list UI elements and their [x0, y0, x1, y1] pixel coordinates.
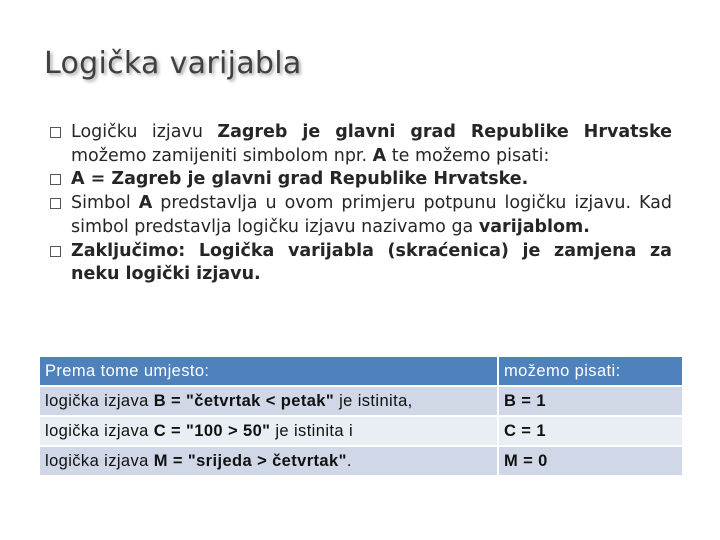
bullet-bold-text: Zagreb je glavni grad Republike Hrvatske [217, 122, 672, 142]
table-cell [498, 446, 683, 476]
table-row [39, 446, 683, 476]
cell-text: logička izjava [45, 391, 154, 410]
cell-text: je istinita i [270, 421, 354, 440]
table-cell [39, 416, 498, 446]
bullet-box-icon [50, 246, 61, 257]
bullet-text: možemo zamijeniti simbolom npr. [71, 145, 373, 166]
table-header-cell: možemo pisati: [498, 356, 683, 386]
cell-bold-text: M = "srijeda > četvrtak" [153, 451, 347, 470]
bullet-box-icon [50, 174, 61, 185]
bullet-item-4 [50, 240, 672, 287]
bullet-text: te možemo pisati: [386, 145, 550, 166]
cell-text: logička izjava [45, 421, 154, 440]
table-header-cell: Prema tome umjesto: [39, 356, 498, 386]
cell-bold-text: C = "100 > 50" [153, 421, 271, 440]
cell-text: logička izjava [45, 451, 154, 470]
bullet-bold-text: A = Zagreb je glavni grad Republike Hrvatske. [71, 169, 529, 190]
bullet-item-2 [50, 168, 672, 192]
bullet-item-1 [50, 121, 672, 168]
cell-bold-text: M = 0 [504, 451, 548, 470]
cell-text: . [346, 451, 352, 470]
bullet-bold-text: varijablom. [478, 216, 590, 237]
table-row [39, 416, 683, 446]
table-cell [39, 386, 498, 416]
bullet-box-icon [50, 198, 61, 209]
bullet-bold-text: A [372, 145, 387, 166]
bullet-text: Logičku izjavu [71, 122, 218, 142]
bullet-bold-text: Zaključimo: Logička varijabla (skraćenica) je zamjena za neku logički izjavu. [71, 240, 672, 285]
cell-bold-text: C = 1 [504, 421, 546, 440]
bullet-list [50, 121, 672, 287]
bullet-item-3 [50, 192, 672, 239]
table-cell [498, 416, 683, 446]
table-cell [39, 446, 498, 476]
comparison-table [38, 355, 684, 477]
bullet-text: predstavlja u ovom primjeru potpunu logičku izjavu. Kad simbol predstavlja logičku izjavu nazivamo ga [71, 193, 672, 237]
cell-bold-text: B = "četvrtak < petak" [153, 391, 335, 410]
table-cell [498, 386, 683, 416]
bullet-text: Simbol [71, 193, 139, 214]
bullet-bold-text: A [138, 193, 153, 214]
table-header-row [39, 356, 683, 386]
slide-title: Logička varijabla [44, 46, 302, 81]
cell-bold-text: B = 1 [504, 391, 546, 410]
table-row [39, 386, 683, 416]
bullet-box-icon [50, 127, 61, 138]
cell-text: je istinita, [334, 391, 413, 410]
